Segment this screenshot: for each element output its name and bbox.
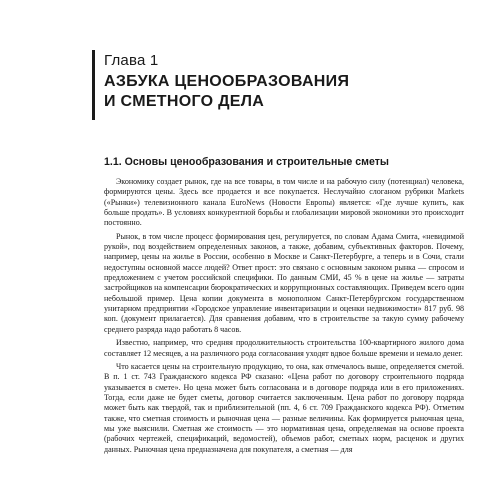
- paragraph: Рынок, в том числе процесс формирования цен, регулируется, по словам Адама Смита, «невидимой рукой», под воздействием определенных законов, а также, добавим, субъективных факторов. Почему, например, цены на жилье в России, особенно в Москве и Санкт-Петербурге, а теперь и в Сочи, стали недоступны основной массе людей? Ответ прост: это связано с основным законом рынка — спросом и предложением с учетом российской специфики. По данным СМИ, 45 % в цене на жилье — затраты застройщиков на компенсации бюрократических и коррупционных составляющих. Приведем всего один небольшой пример. Цена копии документа в монополном Санкт-Петербургском государственном унитарном предприятии «Городское управление инвентаризации и оценки недвижимости» 817 руб. 98 коп. (документ прилагается). Для сравнения добавим, что в строительстве за такую сумму рабочему среднего разряда надо работать 8 часов.: [104, 231, 464, 334]
- paragraph: Что касается цены на строительную продукцию, то она, как отмечалось выше, определяется сметой. В п. 1 ст. 743 Гражданского кодекса РФ сказано: «Цена работ по договору строительного подряда указывается в смете». Но цена может быть согласована и в договоре подряда или в его приложениях. Тогда, если даже не будет сметы, договор считается заключенным. Цена работ по договору подряда может быть как твердой, так и приблизительной (пп. 4, 6 ст. 709 Гражданского кодекса РФ). Отметим также, что сметная стоимость и рыночная цена — разные величины. Как формируется рыночная цена, мы уже выяснили. Сметная же стоимость — это нормативная цена, определяемая на основе проекта (рабочих чертежей, спецификаций, ведомостей), объемов работ, сметных норм, расценок и других данных. Рыночная цена предназначена для покупателя, а сметная — для: [104, 361, 464, 454]
- paragraph: Экономику создает рынок, где на все товары, в том числе и на рабочую силу (потенциал) человека, формируются цены. Здесь все продается и все покупается. Неслучайно слоганом рубрики Markets («Рынки») телевизионного канала EuroNews (Новости Европы) является: «Где лучше купить, как больше продать». В условиях конкурентной борьбы и глобализации мировой экономики это происходит постоянно.: [104, 177, 464, 228]
- chapter-rule: [92, 50, 95, 120]
- body-text: [104, 177, 464, 458]
- chapter-title-line-1: АЗБУКА ЦЕНООБРАЗОВАНИЯ: [104, 73, 350, 90]
- section-heading: 1.1. Основы ценообразования и строительные сметы: [104, 156, 389, 168]
- chapter-label: Глава 1: [104, 52, 159, 69]
- chapter-title-line-2: И СМЕТНОГО ДЕЛА: [104, 93, 265, 110]
- chapter-title: [104, 72, 434, 112]
- paragraph: Известно, например, что средняя продолжительность строительства 100-квартирного жилого дома составляет 12 месяцев, а на различного рода согласования уходят вдвое больше времени и немало денег.: [104, 338, 464, 358]
